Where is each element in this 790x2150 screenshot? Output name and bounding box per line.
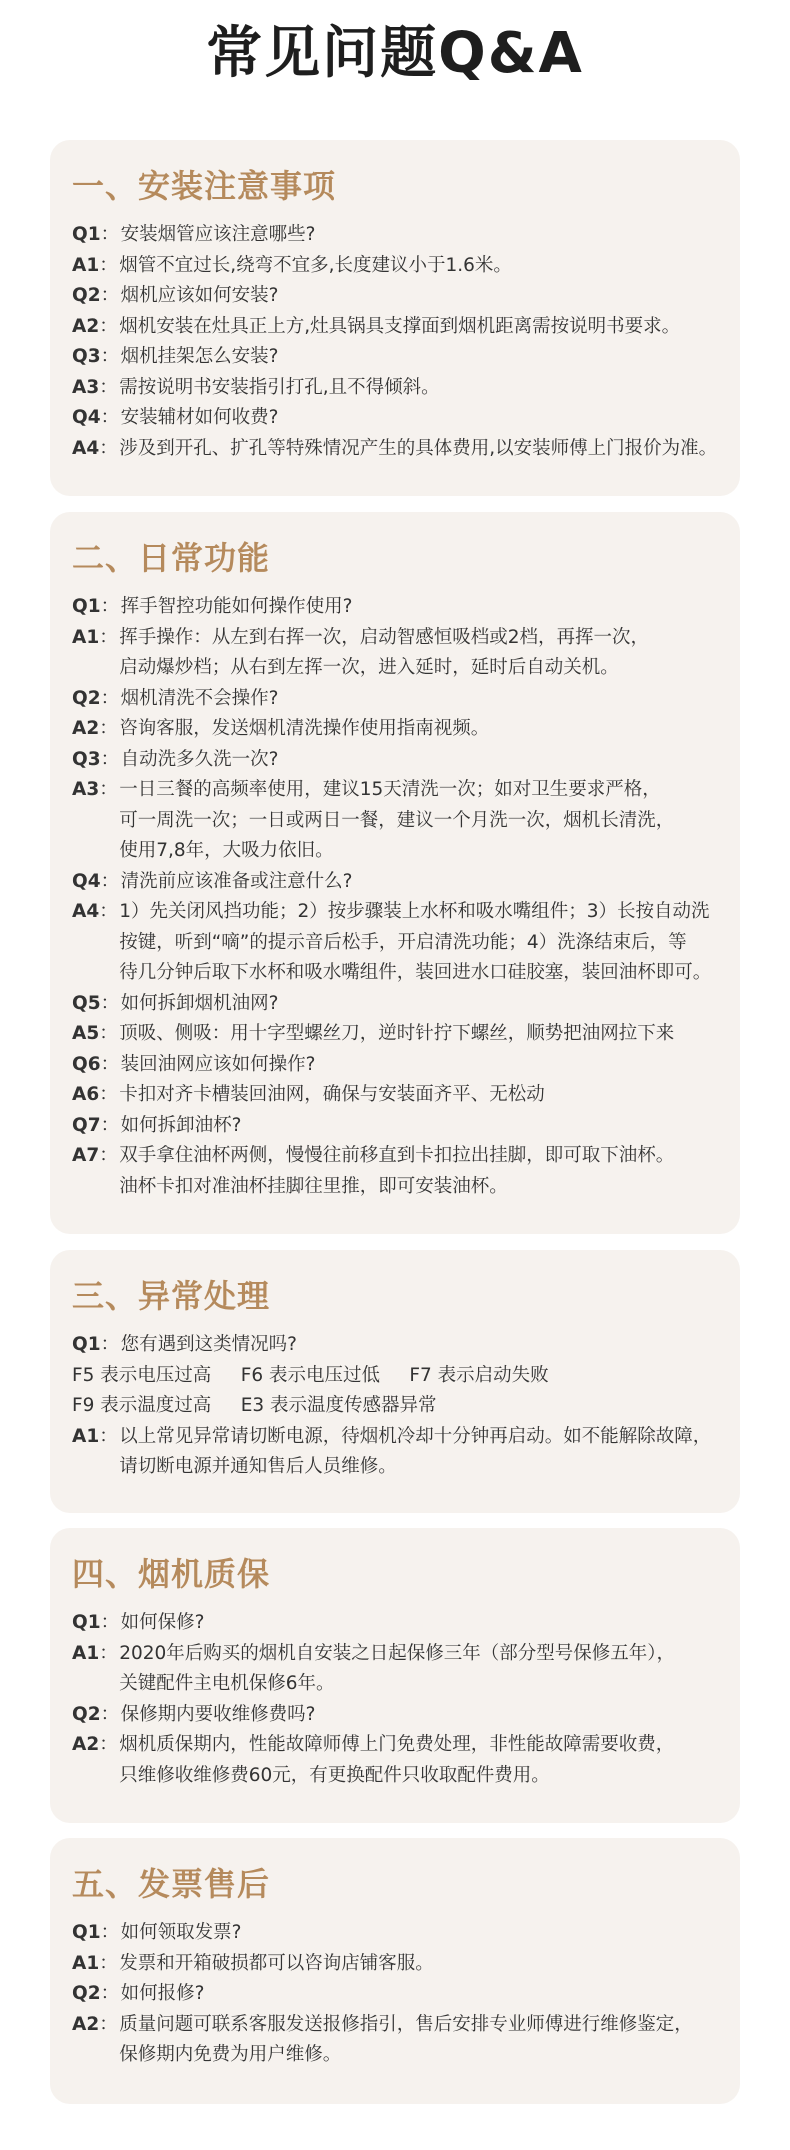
faq-row: A3 ： 需按说明书安装指引打孔,且不得倾斜。 (72, 373, 718, 404)
faq-text: 如何拆卸烟机油网? (120, 992, 279, 1014)
faq-row: A3 ： 一日三餐的高频率使用，建议15天清洗一次；如对卫生要求严格， 可一周洗一次；一日或两日一餐，建议一个月洗一次，烟机长清洗， 使用7,8年，大吸力依旧。 (72, 775, 718, 867)
faq-row: Q2 ： 烟机应该如何安装? (72, 281, 718, 312)
faq-text: 1）先关闭风挡功能；2）按步骤装上水杯和吸水嘴组件；3）长按自动洗 按键，听到“嘀”的提示音后松手，开启清洗功能；4）洗涤结束后，等 待几分钟后取下水杯和吸水嘴组件，装回进水口硅胶塞，装回油杯即可。 (119, 901, 712, 983)
faq-text: 涉及到开孔、扩孔等特殊情况产生的具体费用,以安装师傅上门报价为准。 (119, 437, 718, 459)
faq-text: 顶吸、侧吸：用十字型螺丝刀，逆时针拧下螺丝，顺势把油网拉下来 (119, 1023, 675, 1044)
faq-text: 双手拿住油杯两侧，慢慢往前移直到卡扣拉出挂脚，即可取下油杯。 油杯卡扣对准油杯挂脚往里推，即可安装油杯。 (119, 1145, 675, 1197)
faq-label: A3 (72, 376, 100, 398)
faq-row: A5 ： 顶吸、侧吸：用十字型螺丝刀，逆时针拧下螺丝，顺势把油网拉下来 (72, 1019, 718, 1050)
faq-row: A1 ： 2020年后购买的烟机自安装之日起保修三年（部分型号保修五年）， 关键配件主电机保修6年。 (72, 1639, 718, 1700)
faq-text: 2020年后购买的烟机自安装之日起保修三年（部分型号保修五年）， 关键配件主电机保修6年。 (119, 1642, 676, 1694)
faq-text: 自动洗多久洗一次? (120, 748, 279, 770)
faq-row: Q5 ： 如何拆卸烟机油网? (72, 989, 718, 1020)
faq-label: A2 (72, 315, 100, 337)
faq-label: A5 (72, 1023, 100, 1044)
error-code-line: F5 表示电压过高 F6 表示电压过低 F7 表示启动失败 (72, 1364, 549, 1386)
section-troubleshooting (50, 1250, 740, 1513)
faq-row: A4 ： 1）先关闭风挡功能；2）按步骤装上水杯和吸水嘴组件；3）长按自动洗 按键，听到“嘀”的提示音后松手，开启清洗功能；4）洗涤结束后，等 待几分钟后取下水杯和吸水嘴组件，装回进水口硅胶塞，装回油杯即可。 (72, 897, 718, 989)
faq-label: Q5 (72, 992, 101, 1014)
faq-row: Q1 ： 如何领取发票? (72, 1918, 718, 1949)
faq-label: A3 (72, 779, 100, 800)
faq-row: Q4 ： 清洗前应该准备或注意什么? (72, 867, 718, 898)
faq-label: A6 (72, 1084, 100, 1105)
faq-text: 烟机安装在灶具正上方,灶具锅具支撑面到烟机距离需按说明书要求。 (119, 315, 681, 337)
section-title: 二、日常功能 (72, 539, 271, 577)
faq-label: Q1 (72, 224, 101, 245)
faq-label: A1 (72, 1952, 100, 1974)
section-title: 五、发票售后 (72, 1865, 271, 1903)
faq-text: 烟机质保期内，性能故障师傅上门免费处理，非性能故障需要收费， 只维修收维修费60元，有更换配件只收取配件费用。 (119, 1734, 675, 1786)
faq-row: Q4 ： 安装辅材如何收费? (72, 403, 718, 434)
faq-text: 烟机应该如何安装? (120, 285, 279, 306)
faq-text: 安装烟管应该注意哪些? (120, 224, 316, 245)
section-title: 三、异常处理 (72, 1277, 271, 1315)
faq-text: 需按说明书安装指引打孔,且不得倾斜。 (119, 376, 440, 398)
faq-text: 清洗前应该准备或注意什么? (120, 870, 353, 892)
faq-text: 烟机清洗不会操作? (120, 687, 279, 709)
faq-row: A2 ： 烟机安装在灶具正上方,灶具锅具支撑面到烟机距离需按说明书要求。 (72, 312, 718, 343)
faq-label: Q2 (72, 1703, 101, 1725)
faq-row: Q1 ： 挥手智控功能如何操作使用? (72, 592, 718, 623)
section-title: 一、安装注意事项 (72, 167, 337, 205)
faq-text: 咨询客服，发送烟机清洗操作使用指南视频。 (119, 718, 490, 739)
faq-label: A1 (72, 1425, 100, 1447)
faq-label: Q1 (72, 1922, 101, 1943)
faq-row: A1 ： 发票和开箱破损都可以咨询店铺客服。 (72, 1949, 718, 1980)
faq-row: A1 ： 烟管不宜过长,绕弯不宜多,长度建议小于1.6米。 (72, 251, 718, 282)
faq-label: A2 (72, 2013, 100, 2035)
faq-label: Q2 (72, 1983, 101, 2004)
faq-row: Q7 ： 如何拆卸油杯? (72, 1111, 718, 1142)
faq-text: 质量问题可联系客服发送报修指引，售后安排专业师傅进行维修鉴定， 保修期内免费为用户维修。 (119, 2013, 693, 2065)
section-title: 四、烟机质保 (72, 1555, 271, 1593)
faq-label: Q4 (72, 407, 101, 428)
faq-row: Q2 ： 烟机清洗不会操作? (72, 684, 718, 715)
faq-text: 如何保修? (120, 1612, 205, 1633)
faq-text: 以上常见异常请切断电源，待烟机冷却十分钟再启动。如不能解除故障， 请切断电源并通知售后人员维修。 (119, 1425, 712, 1477)
faq-text: 一日三餐的高频率使用，建议15天清洗一次；如对卫生要求严格， 可一周洗一次；一日或两日一餐，建议一个月洗一次，烟机长清洗， 使用7,8年，大吸力依旧。 (119, 779, 675, 861)
section-invoice-after-sales (50, 1838, 740, 2104)
faq-label: Q4 (72, 870, 101, 892)
faq-label: Q7 (72, 1114, 101, 1136)
faq-text: 卡扣对齐卡槽装回油网，确保与安装面齐平、无松动 (119, 1084, 545, 1105)
faq-text: 保修期内要收维修费吗? (120, 1703, 316, 1725)
faq-text: 发票和开箱破损都可以咨询店铺客服。 (119, 1952, 434, 1974)
faq-text: 如何报修? (120, 1983, 205, 2004)
faq-row: A2 ： 烟机质保期内，性能故障师傅上门免费处理，非性能故障需要收费， 只维修收维修费60元，有更换配件只收取配件费用。 (72, 1730, 718, 1791)
faq-row: Q2 ： 如何报修? (72, 1979, 718, 2010)
faq-label: A1 (72, 626, 100, 648)
faq-label: Q3 (72, 748, 101, 770)
faq-label: Q3 (72, 346, 101, 367)
faq-label: Q1 (72, 596, 101, 617)
faq-label: A1 (72, 1642, 100, 1664)
faq-row: Q3 ： 自动洗多久洗一次? (72, 745, 718, 776)
faq-row: Q3 ： 烟机挂架怎么安装? (72, 342, 718, 373)
section-daily-functions (50, 512, 740, 1234)
faq-label: Q1 (72, 1612, 101, 1633)
faq-row: A2 ： 咨询客服，发送烟机清洗操作使用指南视频。 (72, 714, 718, 745)
faq-row: A4 ： 涉及到开孔、扩孔等特殊情况产生的具体费用,以安装师傅上门报价为准。 (72, 434, 718, 465)
faq-row: Q1 ： 安装烟管应该注意哪些? (72, 220, 718, 251)
faq-row: Q1 ： 您有遇到这类情况吗? (72, 1330, 718, 1361)
faq-text: 装回油网应该如何操作? (120, 1053, 316, 1075)
faq-text: 烟机挂架怎么安装? (120, 346, 279, 367)
faq-row: A2 ： 质量问题可联系客服发送报修指引，售后安排专业师傅进行维修鉴定， 保修期内免费为用户维修。 (72, 2010, 718, 2071)
faq-label: A4 (72, 901, 100, 922)
faq-row: Q1 ： 如何保修? (72, 1608, 718, 1639)
faq-row: A1 ： 挥手操作：从左到右挥一次，启动智感恒吸档或2档，再挥一次， 启动爆炒档；从右到左挥一次，进入延时，延时后自动关机。 (72, 623, 718, 684)
section-warranty (50, 1528, 740, 1823)
error-code-line: F9 表示温度过高 E3 表示温度传感器异常 (72, 1395, 437, 1416)
faq-label: A7 (72, 1145, 100, 1166)
faq-row: A7 ： 双手拿住油杯两侧，慢慢往前移直到卡扣拉出挂脚，即可取下油杯。 油杯卡扣对准油杯挂脚往里推，即可安装油杯。 (72, 1141, 718, 1202)
faq-text: 如何拆卸油杯? (120, 1114, 242, 1136)
faq-label: Q6 (72, 1053, 101, 1075)
faq-label: Q1 (72, 1334, 101, 1355)
faq-text: 如何领取发票? (120, 1922, 242, 1943)
faq-row: A1 ： 以上常见异常请切断电源，待烟机冷却十分钟再启动。如不能解除故障， 请切断电源并通知售后人员维修。 (72, 1422, 718, 1483)
faq-text: 挥手操作：从左到右挥一次，启动智感恒吸档或2档，再挥一次， 启动爆炒档；从右到左挥一次，进入延时，延时后自动关机。 (119, 626, 649, 678)
faq-text: 烟管不宜过长,绕弯不宜多,长度建议小于1.6米。 (119, 254, 512, 276)
faq-label: A2 (72, 1734, 100, 1755)
page-title: 常见问题Q&A (206, 21, 584, 86)
faq-label: A2 (72, 718, 100, 739)
faq-label: Q2 (72, 285, 101, 306)
faq-text: 安装辅材如何收费? (120, 407, 279, 428)
faq-label: A4 (72, 437, 100, 459)
faq-text: 挥手智控功能如何操作使用? (120, 596, 353, 617)
section-install (50, 140, 740, 496)
faq-row: Q2 ： 保修期内要收维修费吗? (72, 1700, 718, 1731)
faq-row: A6 ： 卡扣对齐卡槽装回油网，确保与安装面齐平、无松动 (72, 1080, 718, 1111)
faq-text: 您有遇到这类情况吗? (120, 1334, 297, 1355)
faq-label: Q2 (72, 687, 101, 709)
faq-row: Q6 ： 装回油网应该如何操作? (72, 1050, 718, 1081)
faq-label: A1 (72, 254, 100, 276)
